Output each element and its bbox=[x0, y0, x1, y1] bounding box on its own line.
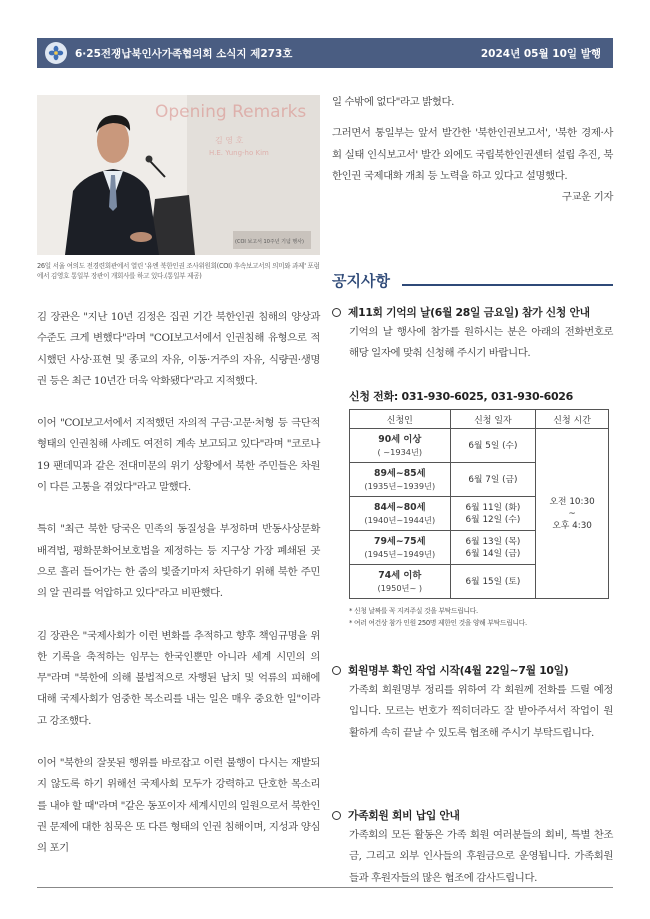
table-header: 신청인 bbox=[350, 410, 451, 429]
circle-bullet-icon bbox=[332, 308, 341, 317]
notice-item-memorial-day bbox=[332, 305, 613, 365]
article-paragraph: 일 수밖에 없다"라고 밝혔다. bbox=[332, 96, 455, 108]
notice-section-title: 공지사항 bbox=[332, 267, 613, 293]
page-bottom-rule bbox=[37, 887, 613, 888]
notice-body: 가족회 회원명부 정리를 위하여 각 회원께 전화를 드릴 예정입니다. 모르는 번호가 찍히더라도 잘 받아주셔서 작업이 원활하게 속히 끝날 수 있도록 협조해 주시기 부탁드립니다. bbox=[349, 684, 613, 739]
article-photo bbox=[37, 95, 320, 255]
table-header: 신청 일자 bbox=[450, 410, 536, 429]
title-underline bbox=[402, 284, 613, 286]
newsletter-title: 6·25전쟁납북인사가족협의회 소식지 제273호 bbox=[75, 47, 293, 60]
table-row: 79세~75세 (1945년~1949년) 6월 13일 (목) 6월 14일 (금) bbox=[350, 531, 609, 565]
notice-body: 기억의 날 행사에 참가를 원하시는 분은 아래의 전화번호로 해당 일자에 맞춰 신청해 주시기 바랍니다. bbox=[349, 326, 613, 360]
article-paragraph: 김 장관은 "국제사회가 이런 변화를 추적하고 향후 책임규명을 위한 기록을 축적하는 임무는 한국인뿐만 아니라 세계 시민의 의무"라며 "북한에 의해 불법적으로 자행된 납치 및 억류의 피해에 대해 국제사회가 엄중한 목소리를 내는 일은 매우 중요한 일"이라고 강조했다. bbox=[37, 629, 320, 727]
reporter-byline: 구교운 기자 bbox=[561, 191, 613, 204]
article-paragraph: 그러면서 통일부는 앞서 발간한 '북한인권보고서', '북한 경제·사회 실태 인식보고서' 발간 외에도 국립북한인권센터 설립 추진, 북한인권 국제대화 개최 등 노력을 하고 있다고 설명했다. 구교운 기자 bbox=[332, 123, 613, 187]
notice-item-membership-fee bbox=[332, 808, 613, 889]
svg-text:김 영 호: 김 영 호 bbox=[215, 136, 244, 145]
table-row: 90세 이상 ( ~1934년) 6월 5일 (수) 오전 10:30 ~ 오후 4:30 bbox=[350, 429, 609, 463]
table-row: 84세~80세 (1940년~1944년) 6월 11일 (화) 6월 12일 (수) bbox=[350, 497, 609, 531]
photo-caption: 26일 서울 여의도 전경련회관에서 열린 '유엔 북한인권 조사위원회(COI) 후속보고서의 의미와 과제' 포럼에서 김영호 통일부 장관이 개회사를 하고 있다.(통일부 제공) bbox=[37, 262, 320, 280]
notice-body: 가족회의 모든 활동은 가족 회원 여러분들의 회비, 특별 찬조금, 그리고 외부 인사들의 후원금으로 운영됩니다. 가족회원들과 후원자들의 많은 협조에 감사드립니다. bbox=[349, 829, 613, 884]
flower-logo-icon bbox=[45, 42, 67, 64]
notice-heading: 제11회 기억의 날(6월 28일 금요일) 참가 신청 안내 bbox=[332, 305, 613, 320]
svg-text:H.E. Yung-ho Kim: H.E. Yung-ho Kim bbox=[209, 149, 269, 157]
table-notes bbox=[349, 605, 613, 629]
application-time: 오전 10:30 ~ 오후 4:30 bbox=[536, 429, 609, 599]
screen-opening-remarks: Opening Remarks bbox=[155, 102, 307, 122]
issue-date: 2024년 05월 10일 발행 bbox=[480, 47, 601, 60]
article-paragraph: 이어 "북한의 잘못된 행위를 바로잡고 이런 불행이 다시는 재발되지 않도록 하기 위해선 국제사회 모두가 강력하고 단호한 목소리를 내야 할 때"라며 "같은 동포이자 세계시민의 일원으로서 북한인권 문제에 대한 침묵은 또 다른 형태의 인권 침해이며, 지성과 양심의 포기 bbox=[37, 757, 320, 855]
article-paragraph: 김 장관은 "지난 10년 김정은 집권 기간 북한인권 침해의 양상과 수준도 크게 변했다"라며 "COI보고서에서 인권침해 유형으로 적시했던 사상·표현 및 종교의 자유, 이동·거주의 자유, 식량권·생명권 등은 최근 10년간 더욱 악화됐다"라고 지적했다. bbox=[37, 311, 320, 387]
note-line: * 신청 날짜를 꼭 지켜주실 것을 부탁드립니다. bbox=[349, 607, 478, 615]
notice-heading: 가족회원 회비 납입 안내 bbox=[332, 808, 613, 823]
circle-bullet-icon bbox=[332, 811, 341, 820]
notice-heading: 회원명부 확인 작업 시작(4월 22일~7월 10일) bbox=[332, 663, 613, 678]
table-row: 74세 이하 (1950년~ ) 6월 15일 (토) bbox=[350, 565, 609, 599]
note-line: * 여러 여건상 참가 인원 250명 제한인 것을 양해 부탁드립니다. bbox=[349, 619, 527, 627]
article-continuation bbox=[332, 92, 613, 208]
newsletter-header bbox=[37, 38, 613, 68]
article-paragraph: 이어 "COI보고서에서 지적했던 자의적 구금·고문·처형 등 극단적 형태의 인권침해 사례도 여전히 계속 보고되고 있다"라며 "코로나19 팬데믹과 같은 전대미문의 위기 상황에서 북한 주민들은 차원이 다른 고통을 겪었다"라고 말했다. bbox=[37, 417, 320, 494]
screen-banner: (COI 보고서 10주년 기념 행사) bbox=[235, 239, 304, 245]
table-row: 89세~85세 (1935년~1939년) 6월 7일 (금) bbox=[350, 463, 609, 497]
table-header: 신청 시간 bbox=[536, 410, 609, 429]
application-phone: 신청 전화: 031-930-6025, 031-930-6026 bbox=[349, 390, 574, 403]
notice-item-member-roster bbox=[332, 663, 613, 744]
circle-bullet-icon bbox=[332, 666, 341, 675]
article-paragraph: 특히 "최근 북한 당국은 민족의 동질성을 부정하며 반동사상문화배격법, 평화문화어보호법을 제정하는 등 지구상 가장 폐쇄된 곳으로 흘러 들어가는 한 줌의 빛줄기마저 차단하기 위해 북한 주민의 알 권리를 억압하고 있다"라고 비판했다. bbox=[37, 523, 320, 600]
article-body bbox=[37, 307, 320, 881]
schedule-table bbox=[349, 409, 609, 599]
